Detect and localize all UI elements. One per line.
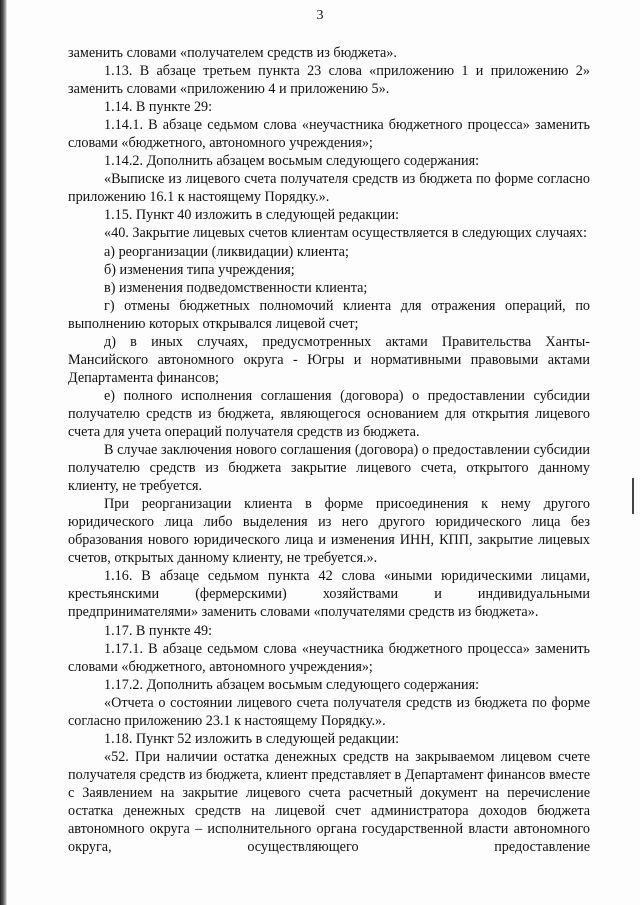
paragraph: В случае заключения нового соглашения (договора) о предоставлении субсидии получателю средств из бюджета закрытие лицевого счета, открытого данному клиенту, не требуется. [68, 442, 590, 495]
paragraph: 1.14. В пункте 29: [104, 99, 213, 116]
paragraph: 1.14.1. В абзаце седьмом слова «неучастника бюджетного процесса» заменить словами «бюджетного, автономного учреждения»; [68, 117, 590, 152]
paragraph: При реорганизации клиента в форме присоединения к нему другого юридического лица либо выделения из него другого юридического лица без образования нового юридического лица и изменения ИНН, КПП, закрытие лицевых счетов, открытых данному клиенту, не требуется.». [68, 496, 590, 567]
paragraph: 1.17. В пункте 49: [104, 622, 213, 639]
scan-left-edge [0, 0, 7, 905]
paragraph: «52. При наличии остатка денежных средств на закрываемом лицевом счете получателя средств из бюджета, клиент представляет в Департамент финансов вместе с Заявлением на закрытие лицевого счета расчетный документ на перечисление остатка денежных средств на лицевой счет администратора доходов бюджета автономного округа – исполнительного органа государственной власти автономного округа, осуществляющего предоставление [68, 748, 590, 856]
paragraph: «Отчета о состоянии лицевого счета получателя средств из бюджета по форме согласно приложению 23.1 к настоящему Порядку.». [68, 694, 590, 729]
paragraph: 1.18. Пункт 52 изложить в следующей редакции: [104, 730, 400, 747]
list-item: г) отмены бюджетных полномочий клиента для отражения операций, по выполнению которых открывался лицевой счет; [68, 297, 590, 332]
list-item: е) полного исполнения соглашения (договора) о предоставлении субсидии получателю средств из бюджета, являющегося основанием для открытия лицевого счета для учета операций получателя средств из бюджета. [68, 387, 590, 440]
paragraph: «Выписке из лицевого счета получателя средств из бюджета по форме согласно приложению 16.1 к настоящему Порядку.». [68, 171, 590, 206]
scan-edge-mark [632, 478, 634, 514]
paragraph: 1.15. Пункт 40 изложить в следующей редакции: [104, 207, 400, 224]
list-item: в) изменения подведомственности клиента; [104, 279, 368, 296]
page-number: 3 [316, 8, 324, 23]
paragraph: «40. Закрытие лицевых счетов клиентам осуществляется в следующих случаях: [104, 225, 587, 242]
paragraph: 1.17.2. Дополнить абзацем восьмым следующего содержания: [104, 676, 480, 693]
list-item: б) изменения типа учреждения; [104, 261, 295, 278]
list-item: д) в иных случаях, предусмотренных актами Правительства Ханты-Мансийского автономного округа - Югры и нормативными правовыми актами Департамента финансов; [68, 333, 590, 386]
document-body [68, 44, 590, 856]
paragraph: заменить словами «получателем средств из бюджета». [68, 45, 397, 61]
paragraph: 1.17.1. В абзаце седьмом слова «неучастника бюджетного процесса» заменить словами «бюджетного, автономного учреждения»; [68, 640, 590, 675]
paragraph: 1.13. В абзаце третьем пункта 23 слова «приложению 1 и приложению 2» заменить словами «приложению 4 и приложению 5». [68, 63, 590, 98]
list-item: а) реорганизации (ликвидации) клиента; [104, 243, 349, 260]
paragraph: 1.16. В абзаце седьмом пункта 42 слова «иными юридическими лицами, крестьянскими (фермерскими) хозяйствами и индивидуальными предпринимателями» заменить словами «получателями средств из бюджета». [68, 568, 590, 621]
paragraph: 1.14.2. Дополнить абзацем восьмым следующего содержания: [104, 153, 480, 170]
